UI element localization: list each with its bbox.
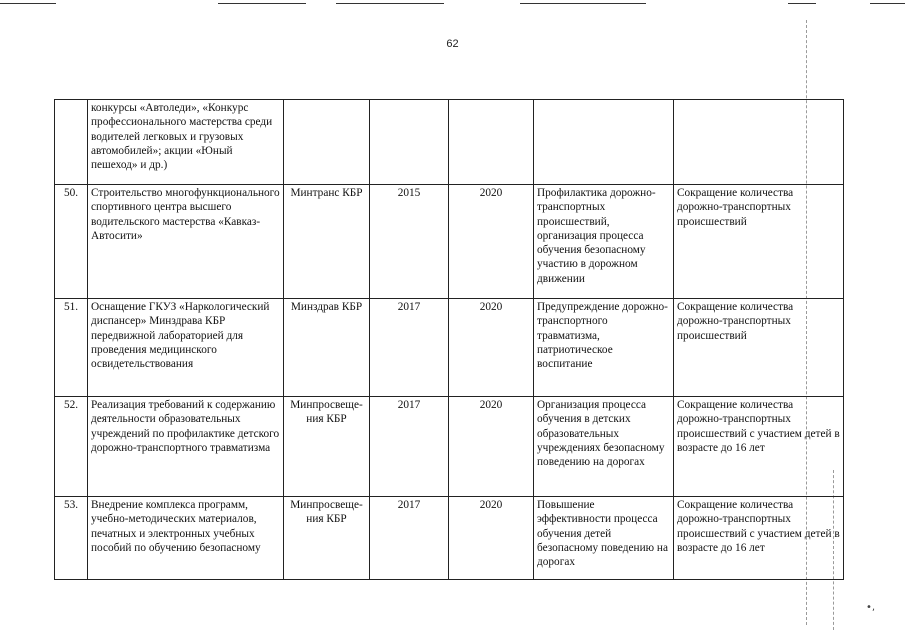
scan-rule: [218, 3, 306, 4]
result-cell: Сокращение количества дорожно-транспортных происшествий с участием детей в возрасте до 16 лет: [674, 397, 844, 497]
scan-rule: [870, 3, 905, 4]
measure-cell: конкурсы «Автоледи», «Конкурс профессионального мастерства среди водителей легковых и грузовых автомобилей»; акции «Юный пешеход» и др.): [88, 100, 284, 185]
end-year-cell: 2020: [449, 397, 534, 497]
table-row: [55, 185, 844, 299]
executor-cell: Минпросвеще-ния КБР: [284, 397, 370, 497]
end-year-cell: 2020: [449, 299, 534, 397]
measure-cell: Внедрение комплекса программ, учебно-методических материалов, печатных и электронных учебных пособий по обучению безопасному: [88, 497, 284, 580]
end-year-cell: [449, 100, 534, 185]
start-year-cell: 2017: [370, 397, 449, 497]
start-year-cell: 2015: [370, 185, 449, 299]
result-cell: Сокращение количества дорожно-транспортных происшествий: [674, 185, 844, 299]
scan-rule: [336, 3, 444, 4]
page-number: 62: [446, 38, 459, 50]
end-year-cell: 2020: [449, 497, 534, 580]
table-row: [55, 299, 844, 397]
goal-cell: Предупреждение дорожно-транспортного травматизма, патриотическое воспитание: [534, 299, 674, 397]
table-row: [55, 397, 844, 497]
row-number: 50.: [55, 185, 88, 299]
table-row: [55, 100, 844, 185]
row-number: [55, 100, 88, 185]
row-number: 51.: [55, 299, 88, 397]
result-cell: Сокращение количества дорожно-транспортных происшествий: [674, 299, 844, 397]
start-year-cell: 2017: [370, 299, 449, 397]
executor-cell: [284, 100, 370, 185]
result-cell: Сокращение количества дорожно-транспортных происшествий с участием детей в возрасте до 16 лет: [674, 497, 844, 580]
goal-cell: Профилактика дорожно-транспортных происшествий, организация процесса обучения безопасному участию в дорожном движении: [534, 185, 674, 299]
table-row: [55, 497, 844, 580]
scan-speck: •,: [866, 602, 876, 613]
measure-cell: Строительство многофункционального спортивного центра высшего водительского мастерства «Кавказ-Автосити»: [88, 185, 284, 299]
executor-cell: Минпросвеще-ния КБР: [284, 497, 370, 580]
row-number: 52.: [55, 397, 88, 497]
start-year-cell: [370, 100, 449, 185]
scan-rule: [0, 3, 56, 4]
scan-rule: [520, 3, 646, 4]
executor-cell: Минздрав КБР: [284, 299, 370, 397]
scan-rule: [788, 3, 816, 4]
executor-cell: Минтранс КБР: [284, 185, 370, 299]
measures-table: [54, 99, 844, 580]
result-cell: [674, 100, 844, 185]
measure-cell: Реализация требований к содержанию деятельности образовательных учреждений по профилактике детского дорожно-транспортного травматизма: [88, 397, 284, 497]
row-number: 53.: [55, 497, 88, 580]
start-year-cell: 2017: [370, 497, 449, 580]
goal-cell: [534, 100, 674, 185]
goal-cell: Повышение эффективности процесса обучения детей безопасному поведению на дорогах: [534, 497, 674, 580]
end-year-cell: 2020: [449, 185, 534, 299]
goal-cell: Организация процесса обучения в детских образовательных учреждениях безопасному поведению на дорогах: [534, 397, 674, 497]
measure-cell: Оснащение ГКУЗ «Наркологический диспансер» Минздрава КБР передвижной лабораторией для проведения медицинского освидетельствования: [88, 299, 284, 397]
